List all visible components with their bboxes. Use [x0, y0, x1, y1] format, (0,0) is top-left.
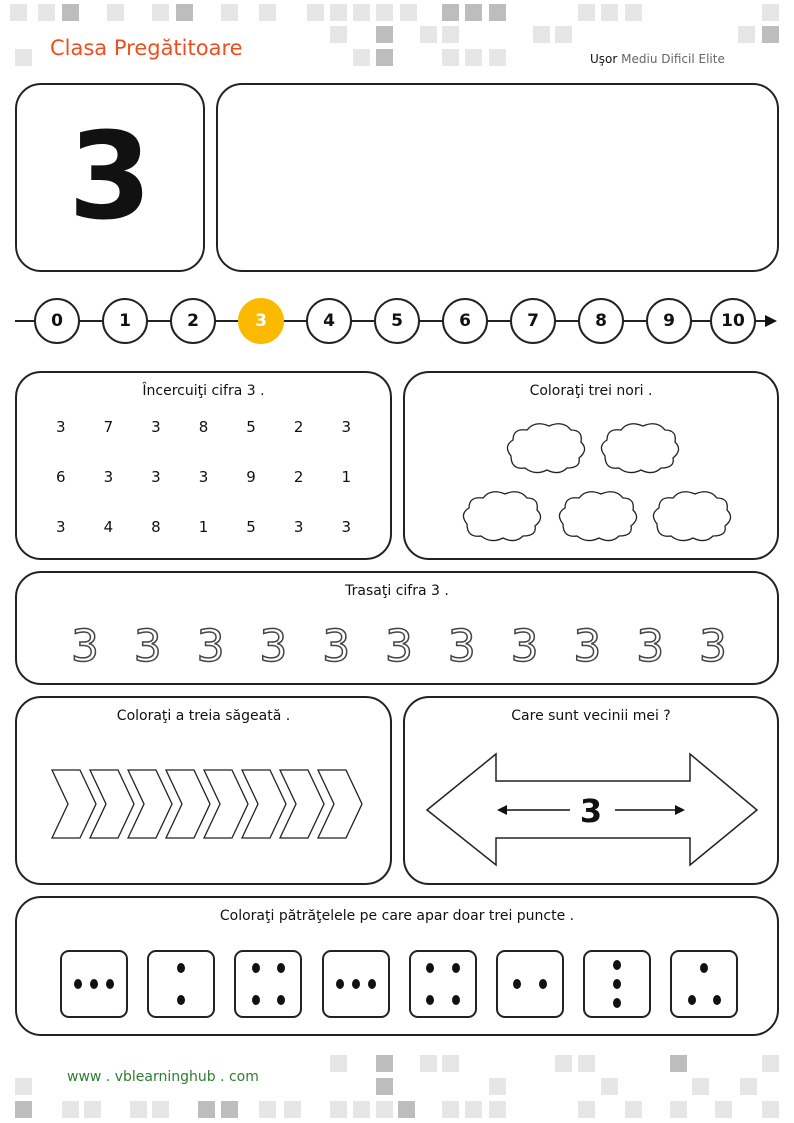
trace-digit[interactable]: 3: [510, 621, 539, 672]
deco-square: [376, 1101, 393, 1118]
deco-square: [38, 4, 55, 21]
digit-cell[interactable]: 3: [341, 418, 351, 436]
digit-cell[interactable]: 3: [56, 418, 66, 436]
task-title: Încercuiţi cifra 3 .: [142, 383, 265, 399]
deco-square: [176, 4, 193, 21]
digit-cell[interactable]: 3: [56, 518, 66, 536]
big-number: 3: [68, 108, 152, 247]
task-title: Coloraţi a treia săgeată .: [116, 708, 291, 724]
deco-square: [330, 26, 347, 43]
dot: [277, 995, 285, 1005]
dot: [688, 995, 696, 1005]
number-box: [15, 83, 205, 272]
trace-digit[interactable]: 3: [636, 621, 665, 672]
deco-square: [353, 1101, 370, 1118]
number-line-circle[interactable]: 5: [374, 298, 420, 344]
dot: [613, 960, 621, 970]
task-title: Coloraţi pătrăţelele pe care apar doar trei puncte .: [219, 908, 575, 924]
dice-card[interactable]: [670, 950, 738, 1018]
deco-square: [465, 1101, 482, 1118]
trace-task: [15, 571, 779, 685]
dice-card[interactable]: [60, 950, 128, 1018]
level-elite: Elite: [698, 52, 725, 66]
deco-square: [489, 49, 506, 66]
deco-square: [625, 4, 642, 21]
chevron-arrow-icon[interactable]: [52, 770, 96, 838]
digit-cell[interactable]: 1: [341, 468, 351, 486]
task-title: Care sunt vecinii mei ?: [511, 708, 671, 724]
page-title: Clasa Pregătitoare: [50, 36, 243, 60]
deco-square: [625, 1101, 642, 1118]
digit-cell[interactable]: 8: [198, 418, 209, 436]
trace-digit[interactable]: 3: [196, 621, 225, 672]
dot: [277, 963, 285, 973]
level-easy: Uşor: [590, 52, 618, 66]
number-line-circle[interactable]: 2: [170, 298, 216, 344]
dot: [452, 995, 460, 1005]
dot: [539, 979, 547, 989]
digit-cell[interactable]: 3: [103, 468, 114, 486]
digit-cell[interactable]: 9: [246, 468, 256, 486]
number-line-circle[interactable]: 9: [646, 298, 692, 344]
deco-square: [715, 1101, 732, 1118]
dot: [90, 979, 98, 989]
digit-cell[interactable]: 4: [103, 518, 114, 536]
dot: [426, 963, 434, 973]
deco-square: [376, 1078, 393, 1095]
trace-digit[interactable]: 3: [573, 621, 602, 672]
deco-square: [62, 1101, 79, 1118]
deco-square: [489, 1078, 506, 1095]
cloud-icon[interactable]: [507, 424, 584, 473]
dot: [368, 979, 376, 989]
center-number: 3: [579, 792, 603, 830]
deco-square: [198, 1101, 215, 1118]
dice-card[interactable]: [583, 950, 651, 1018]
deco-square: [420, 26, 437, 43]
footer-url[interactable]: www . vblearninghub . com: [67, 1069, 259, 1085]
cloud-task: [403, 371, 779, 560]
deco-square: [152, 1101, 169, 1118]
digit-cell[interactable]: 7: [103, 418, 114, 436]
deco-square: [465, 4, 482, 21]
dot: [74, 979, 82, 989]
dot: [336, 979, 344, 989]
deco-square: [420, 1055, 437, 1072]
number-line-circle[interactable]: 0: [34, 298, 80, 344]
digit-cell[interactable]: 5: [246, 518, 256, 536]
number-line-circle[interactable]: 1: [102, 298, 148, 344]
dot: [426, 995, 434, 1005]
dice-task: [15, 896, 779, 1036]
digit-cell[interactable]: 2: [293, 418, 304, 436]
dot: [106, 979, 114, 989]
dot: [713, 995, 721, 1005]
deco-square: [15, 1101, 32, 1118]
deco-square: [692, 1078, 709, 1095]
deco-square: [107, 4, 124, 21]
deco-square: [284, 1101, 301, 1118]
deco-square: [330, 1101, 347, 1118]
number-line-circle[interactable]: 3: [238, 298, 284, 344]
dot: [452, 963, 460, 973]
deco-square: [762, 1055, 779, 1072]
digit-cell[interactable]: 3: [293, 518, 304, 536]
task-title: Trasaţi cifra 3 .: [345, 583, 449, 599]
deco-square: [400, 4, 417, 21]
dot: [252, 963, 260, 973]
dot: [352, 979, 360, 989]
dice-card[interactable]: [234, 950, 302, 1018]
deco-square: [762, 4, 779, 21]
dot: [613, 998, 621, 1008]
deco-square: [489, 1101, 506, 1118]
digit-cell[interactable]: 5: [246, 418, 256, 436]
trace-digit[interactable]: 3: [71, 621, 99, 672]
deco-square: [15, 1078, 32, 1095]
deco-square: [533, 26, 550, 43]
deco-square: [130, 1101, 147, 1118]
level-hard: Dificil: [661, 52, 695, 66]
dice-card[interactable]: [147, 950, 215, 1018]
deco-square: [221, 1101, 238, 1118]
dice-card[interactable]: [322, 950, 390, 1018]
deco-square: [442, 1101, 459, 1118]
dot: [252, 995, 260, 1005]
digit-cell[interactable]: 6: [56, 468, 66, 486]
number-line-circle[interactable]: 4: [306, 298, 352, 344]
deco-square: [578, 1101, 595, 1118]
trace-digit[interactable]: 3: [385, 621, 413, 672]
deco-square: [376, 49, 393, 66]
deco-square: [353, 4, 370, 21]
difficulty-levels: [590, 52, 725, 66]
arrow-right-icon: [765, 315, 777, 327]
deco-square: [221, 4, 238, 21]
deco-square: [84, 1101, 101, 1118]
trace-digit[interactable]: 3: [133, 621, 162, 672]
digit-cell[interactable]: 3: [151, 418, 161, 436]
deco-square: [398, 1101, 415, 1118]
deco-square: [376, 26, 393, 43]
deco-square: [578, 4, 595, 21]
digit-cell[interactable]: 1: [198, 518, 209, 536]
neighbors-task: [403, 696, 779, 885]
dot: [700, 963, 708, 973]
deco-square: [442, 26, 459, 43]
deco-square: [555, 26, 572, 43]
dice-card[interactable]: [409, 950, 477, 1018]
cloud-icon[interactable]: [559, 492, 636, 541]
dice-card[interactable]: [496, 950, 564, 1018]
deco-square: [670, 1101, 687, 1118]
number-line-circle[interactable]: 6: [442, 298, 488, 344]
dot: [177, 995, 185, 1005]
deco-square: [15, 49, 32, 66]
task-title: Coloraţi trei nori .: [529, 383, 653, 399]
level-medium: Mediu: [621, 52, 658, 66]
deco-square: [601, 1078, 618, 1095]
deco-square: [152, 4, 169, 21]
dot: [513, 979, 521, 989]
deco-square: [740, 1078, 757, 1095]
deco-square: [442, 4, 459, 21]
drawing-area[interactable]: [216, 83, 779, 272]
deco-square: [601, 4, 618, 21]
dot: [177, 963, 185, 973]
trace-digit[interactable]: 3: [447, 621, 476, 672]
trace-digit[interactable]: 3: [699, 621, 727, 672]
deco-square: [762, 26, 779, 43]
deco-square: [442, 49, 459, 66]
digit-cell[interactable]: 3: [341, 518, 351, 536]
number-line-circle[interactable]: 7: [510, 298, 556, 344]
deco-square: [330, 1055, 347, 1072]
deco-square: [578, 1055, 595, 1072]
cloud-icon[interactable]: [463, 492, 540, 541]
deco-square: [376, 1055, 393, 1072]
deco-square: [62, 4, 79, 21]
trace-digit[interactable]: 3: [259, 621, 288, 672]
digit-cell[interactable]: 2: [293, 468, 304, 486]
dot: [613, 979, 621, 989]
digit-cell[interactable]: 3: [151, 468, 161, 486]
deco-square: [670, 1055, 687, 1072]
deco-square: [10, 4, 27, 21]
deco-square: [489, 4, 506, 21]
arrow-task: [15, 696, 392, 885]
deco-square: [259, 1101, 276, 1118]
deco-square: [465, 49, 482, 66]
deco-square: [259, 4, 276, 21]
deco-square: [376, 4, 393, 21]
deco-square: [762, 1101, 779, 1118]
deco-square: [442, 1055, 459, 1072]
deco-square: [307, 4, 324, 21]
cloud-icon[interactable]: [601, 424, 678, 473]
deco-square: [738, 26, 755, 43]
trace-digit[interactable]: 3: [322, 621, 351, 672]
digit-cell[interactable]: 3: [198, 468, 209, 486]
deco-square: [353, 49, 370, 66]
deco-square: [555, 1055, 572, 1072]
cloud-icon[interactable]: [653, 492, 730, 541]
circle-task: [15, 371, 392, 560]
digit-cell[interactable]: 8: [151, 518, 161, 536]
number-line-circle[interactable]: 10: [710, 298, 756, 344]
number-line-circle[interactable]: 8: [578, 298, 624, 344]
deco-square: [330, 4, 347, 21]
